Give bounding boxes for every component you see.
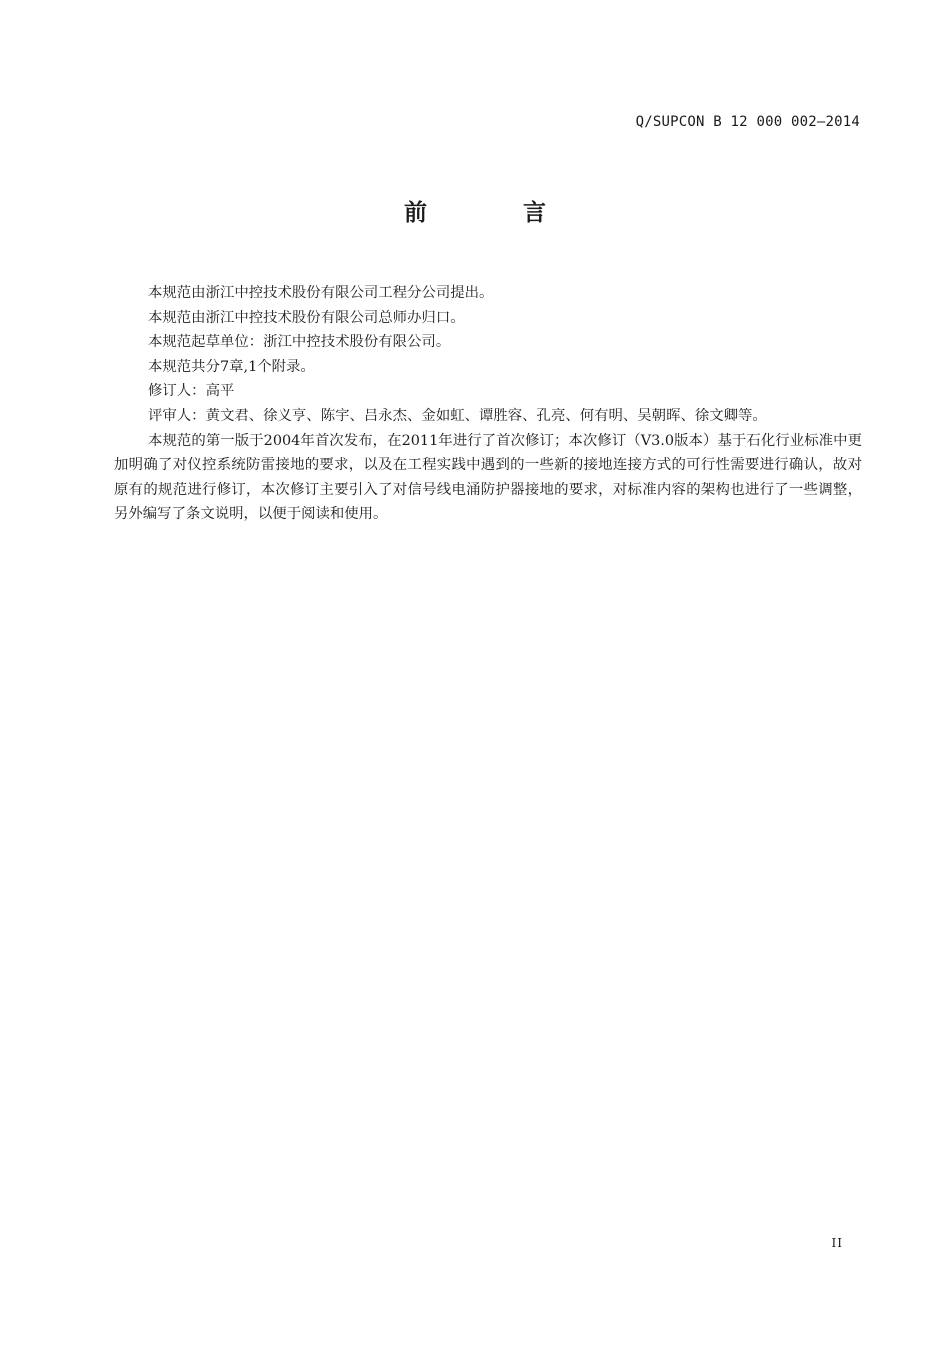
paragraph-reviser: 修订人：高平 (148, 383, 235, 400)
foreword-body (114, 281, 862, 527)
page-title (0, 194, 950, 227)
document-number: Q/SUPCON B 12 000 002—2014 (635, 114, 860, 130)
paragraph-structure: 本规范共分7章,1个附录。 (148, 358, 315, 375)
title-char-2: 言 (523, 200, 546, 226)
paragraph-history: 本规范的第一版于2004年首次发布，在2011年进行了首次修订；本次修订（V3.0版本）基于石化行业标准中更加明确了对仪控系统防雷接地的要求，以及在工程实践中遇到的一些新的接地连接方式的可行性需要进行确认，故对原有的规范进行修订，本次修订主要引入了对信号线电涌防护器接地的要求，对标准内容的架构也进行了一些调整，另外编写了条文说明，以便于阅读和使用。 (114, 432, 862, 523)
paragraph-drafting-unit: 本规范起草单位：浙江中控技术股份有限公司。 (148, 334, 451, 351)
title-char-1: 前 (404, 200, 427, 226)
page-number: II (831, 1236, 843, 1250)
paragraph-reviewers: 评审人：黄文君、徐义亨、陈宇、吕永杰、金如虹、谭胜容、孔亮、何有明、吴朝晖、徐文卿等。 (148, 407, 767, 424)
paragraph-proposer: 本规范由浙江中控技术股份有限公司工程分公司提出。 (148, 285, 494, 301)
paragraph-administrator: 本规范由浙江中控技术股份有限公司总师办归口。 (148, 309, 465, 326)
